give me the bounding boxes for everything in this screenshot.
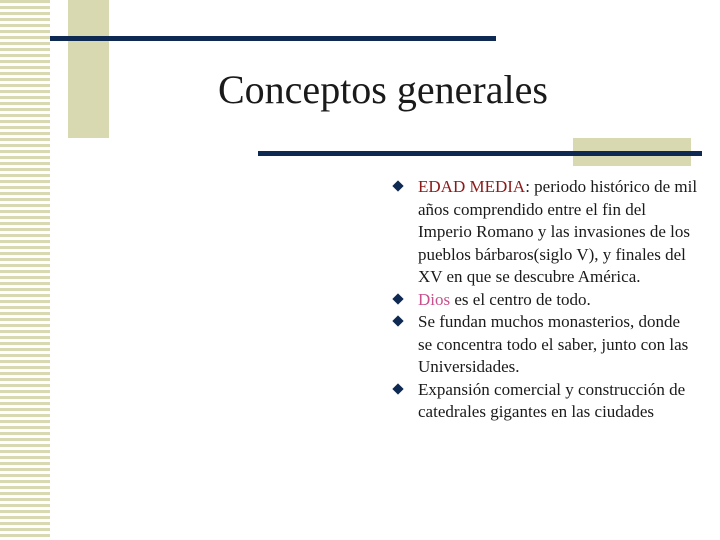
top-decor-block bbox=[68, 0, 109, 138]
bullet-text: Expansión comercial y construcción de catedrales gigantes en las ciudades bbox=[418, 379, 686, 421]
bullet-list bbox=[394, 176, 698, 424]
bullet-highlight: Dios bbox=[418, 289, 451, 309]
bullet-item bbox=[394, 289, 698, 312]
diamond-bullet-icon bbox=[392, 293, 403, 304]
bullet-item bbox=[394, 379, 698, 424]
bullet-highlight: EDAD MEDIA bbox=[418, 177, 526, 196]
left-stripe-decoration bbox=[0, 0, 50, 540]
bullet-text: : periodo histórico de mil años comprendido entre el fin del Imperio Romano y las invasiones de los pueblos bárbaros(siglo V), y finales del XV en que se descubre América. bbox=[418, 177, 698, 286]
bullet-text: es el centro de todo. bbox=[450, 289, 591, 309]
diamond-bullet-icon bbox=[392, 180, 403, 191]
bullet-text: Se fundan muchos monasterios, donde se concentra todo el saber, junto con las Universidades. bbox=[418, 312, 689, 376]
diamond-bullet-icon bbox=[392, 383, 403, 394]
title-underline-rule bbox=[258, 151, 702, 156]
top-rule bbox=[50, 36, 496, 41]
diamond-bullet-icon bbox=[392, 315, 403, 326]
bullet-item bbox=[394, 311, 698, 379]
bullet-item bbox=[394, 176, 698, 289]
slide-title: Conceptos generales bbox=[218, 67, 548, 112]
